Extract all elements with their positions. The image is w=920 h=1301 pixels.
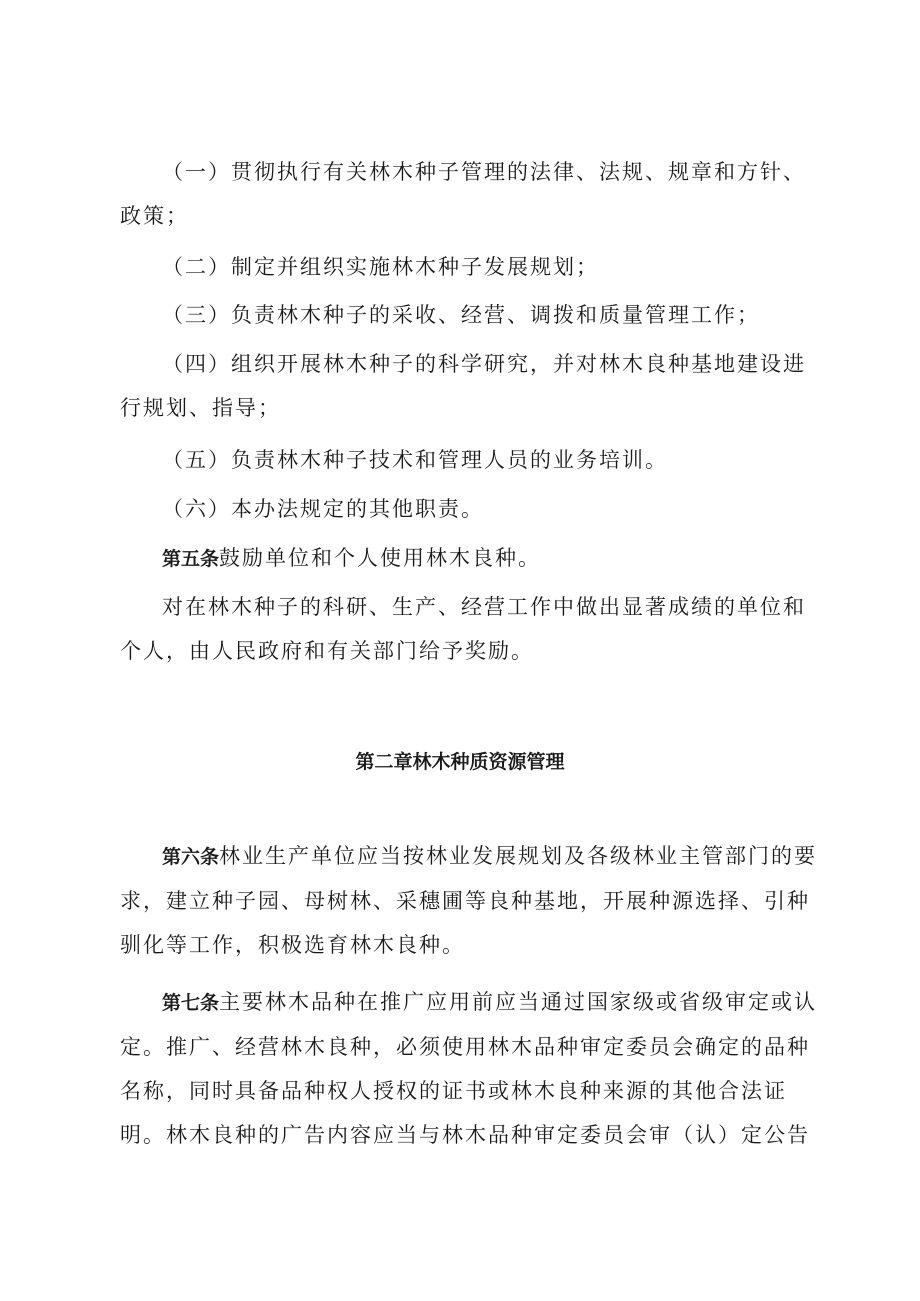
article6-label: 第六条	[162, 846, 220, 868]
article4-item-6: （六）本办法规定的其他职责。	[162, 497, 484, 521]
article6-text: 林业生产单位应当按林业发展规划及各级林业主管部门的要求，建立种子园、母树林、采穗圃等良种基地，开展种源选择、引种驯化等工作，积极选育林木良种。	[120, 844, 818, 957]
article5-text: 鼓励单位和个人使用林木良种。	[219, 546, 542, 570]
article4-item-5: （五）负责林木种子技术和管理人员的业务培训。	[162, 448, 668, 472]
chapter-heading: 第二章林木种质资源管理	[355, 751, 565, 773]
article5-paragraph	[120, 536, 820, 581]
article5-paragraph-2: 对在林木种子的科研、生产、经营工作中做出显著成绩的单位和个人，由人民政府和有关部门给予奖励。	[120, 595, 806, 663]
article7-label: 第七条	[162, 992, 220, 1014]
article4-item-4: （四）组织开展林木种子的科学研究，并对林木良种基地建设进行规划、指导；	[120, 352, 806, 420]
article6-paragraph	[120, 834, 820, 967]
article4-item-1: （一）贯彻执行有关林木种子管理的法律、法规、规章和方针、政策；	[120, 160, 806, 228]
article4-item-2: （二）制定并组织实施林木种子发展规划；	[162, 255, 599, 279]
article7-text: 主要林木品种在推广应用前应当通过国家级或省级审定或认定。推广、经营林木良种，必须使用林木品种审定委员会确定的品种名称，同时具备品种权人授权的证书或林木良种来源的其他合法证明。林木良种的广告内容应当与林木品种审定委员会审（认）定公告	[120, 990, 818, 1147]
article4-item-3: （三）负责林木种子的采收、经营、调拨和质量管理工作；	[162, 303, 760, 327]
article5-label: 第五条	[162, 548, 220, 570]
article7-paragraph	[120, 980, 820, 1157]
